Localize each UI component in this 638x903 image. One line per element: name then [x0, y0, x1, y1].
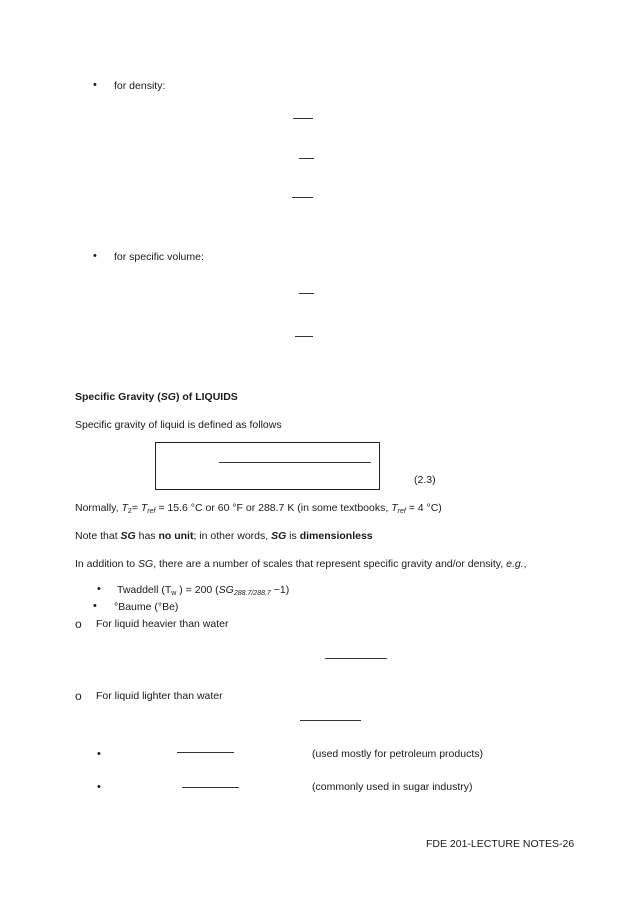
fraction-bar	[300, 720, 361, 721]
bullet-icon: •	[97, 781, 101, 793]
fraction-bar	[182, 787, 239, 788]
fraction-bar	[299, 293, 314, 294]
page-footer: FDE 201-LECTURE NOTES-26	[426, 838, 575, 850]
baume-scale: °Baume (°Be)	[114, 601, 179, 613]
bullet-icon: •	[93, 250, 97, 262]
fraction-bar	[177, 752, 234, 753]
equation-box	[155, 442, 380, 490]
petroleum-note: (used mostly for petroleum products)	[312, 748, 483, 760]
bullet-icon: •	[93, 79, 97, 91]
sugar-note: (commonly used in sugar industry)	[312, 781, 473, 793]
fraction-bar	[293, 118, 313, 119]
fraction-bar	[292, 197, 313, 198]
bullet-icon: •	[97, 748, 101, 760]
twaddell-scale: Twaddell ($T_w$ ) = 200 $(SG_{288.7/288.7} -1)$	[117, 584, 290, 597]
sg-definition: Specific gravity of liquid is defined as follows	[75, 419, 282, 431]
circle-bullet-icon: o	[75, 617, 82, 631]
density-label: for density:	[114, 80, 166, 92]
fraction-bar	[325, 658, 387, 659]
heavier-label: For liquid heavier than water	[96, 618, 229, 630]
reference-temperature-text: Normally, $T_2= T_{ref} = 15.6$ °C or 60 °F or 288.7 K (in some textbooks, $T_{ref} = 4$ °C)	[75, 502, 442, 515]
fraction-bar	[219, 462, 371, 463]
equation-number: (2.3)	[414, 474, 436, 486]
scales-intro: In addition to SG, there are a number of scales that represent specific gravity and/or density, e.g.,	[75, 558, 527, 570]
dimensionless-note: Note that SG has no unit; in other words, SG is dimensionless	[75, 530, 373, 542]
circle-bullet-icon: o	[75, 689, 82, 703]
fraction-bar	[295, 336, 313, 337]
specific-volume-label: for specific volume:	[114, 251, 204, 263]
lighter-label: For liquid lighter than water	[96, 690, 223, 702]
fraction-bar	[299, 158, 314, 159]
section-heading: Specific Gravity (SG) of LIQUIDS	[75, 391, 238, 403]
bullet-icon: •	[93, 600, 97, 612]
bullet-icon: •	[97, 583, 101, 595]
